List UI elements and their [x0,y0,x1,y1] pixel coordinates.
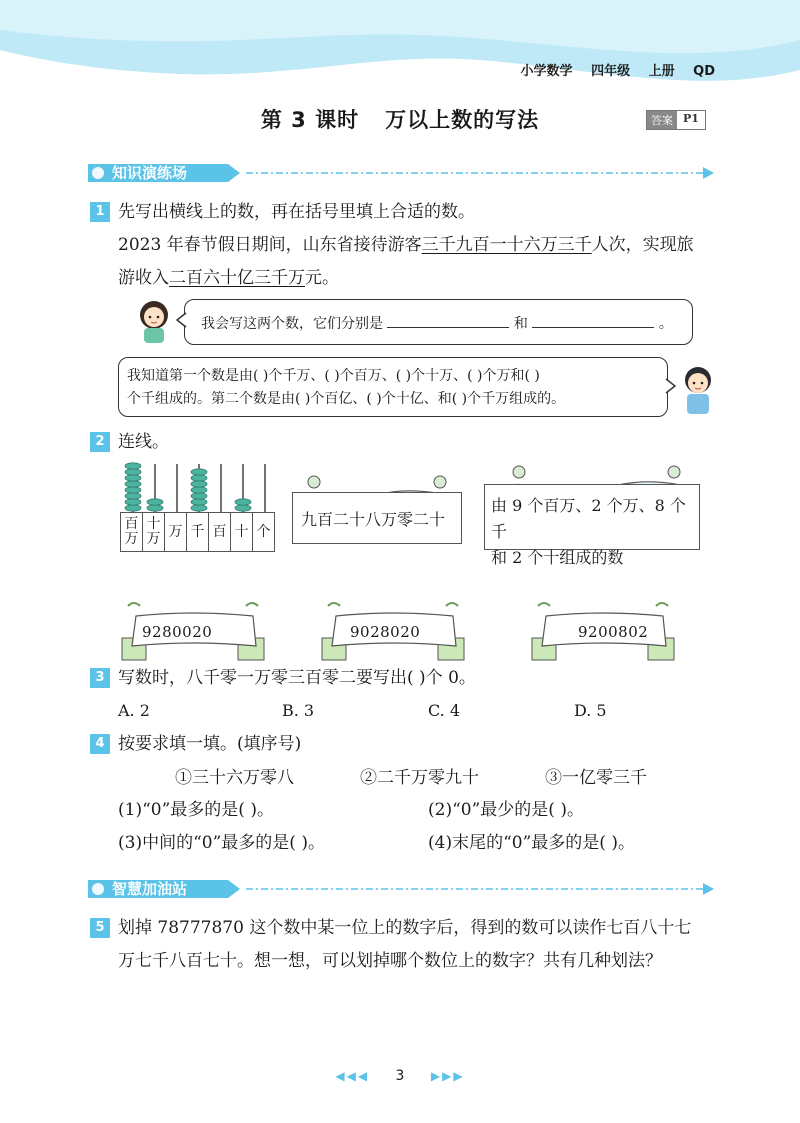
abacus-label: 十 [231,513,253,551]
flag1-text: 九百二十八万零二十 [301,510,446,529]
connect-card-words[interactable] [292,492,462,544]
abacus-label: 百万 [121,513,143,551]
header-subject: 小学数学 [520,64,573,79]
q3-option-c[interactable]: C. 4 [428,701,461,720]
sign-number-3: 9200802 [578,623,649,641]
prev-arrows-icon: ◀◀◀ [335,1069,370,1083]
q1-number-b: 二百六十亿三千万 [169,268,305,288]
answer-blank-2[interactable] [532,313,654,328]
q3-option-b[interactable]: B. 3 [282,701,315,720]
q1-line2-post: 元。 [305,268,339,288]
q1-line1-pre: 2023 年春节假日期间，山东省接待游客 [118,235,422,255]
lesson-number: 第 3 课时 [260,108,360,132]
page-number: 3 [395,1068,405,1084]
q4-sub-3: (3)中间的“0”最多的是( )。 [118,833,325,853]
girl-avatar [130,295,180,345]
boy-bubble-tail [664,378,676,394]
abacus-label: 千 [187,513,209,551]
section-title-advanced: 智慧加油站 [112,880,188,898]
abacus-label: 万 [165,513,187,551]
q3-prompt: 写数时，八千零一万零三百零二要写出( )个 0。 [118,668,476,688]
boy-avatar [676,362,720,418]
abacus-label: 百 [209,513,231,551]
q2-number: 2 [90,432,110,452]
header-grade: 四年级 [591,64,631,79]
sign-number-1: 9280020 [142,623,213,641]
abacus-label: 个 [256,523,271,540]
connect-card-description[interactable] [484,484,700,567]
q4-sub-4: (4)末尾的“0”最多的是( )。 [428,833,635,853]
q4-item-2: ②二千万零九十 [360,768,479,788]
header-wave [0,0,800,95]
q1-number: 1 [90,202,110,222]
q4-prompt: 按要求填一填。(填序号) [118,734,302,754]
q1-line1-post: 人次，实现旅 [591,235,694,255]
q1-line2 [118,266,339,290]
header-edition: QD [693,64,715,79]
lesson-topic: 万以上数的写法 [385,108,540,132]
q4-sub-1: (1)“0”最多的是( )。 [118,800,274,820]
abacus-label: 十万 [143,513,165,551]
boy-speech-line2: 个千组成的。第二个数是由( )个百亿、( )个十亿、和( )个千万组成的。 [127,391,566,407]
q1-number-a: 三千九百一十六万三千 [421,235,592,255]
q3-option-d[interactable]: D. 5 [574,701,607,720]
page-footer [0,1068,800,1084]
header-volume: 上册 [648,64,675,79]
q1-line2-pre: 游收入 [118,268,169,288]
answer-label: 答案 [647,111,677,129]
boy-speech-bubble [118,357,668,417]
girl-speech-pre: 我会写这两个数，它们分别是 [201,316,383,332]
header-info [507,60,715,79]
girl-speech-bubble [184,299,693,345]
q5-line2: 万七千八百七十。想一想，可以划掉哪个数位上的数字？共有几种划法？ [118,951,662,971]
q3-option-a[interactable]: A. 2 [118,701,150,720]
flag2-line1: 由 9 个百万、2 个万、8 个千 [491,496,686,541]
flag2-line2: 和 2 个十组成的数 [491,548,624,567]
answer-badge[interactable] [646,110,706,130]
q2-prompt: 连线。 [118,432,169,452]
abacus-place-labels [120,512,275,552]
section-title-practice: 知识演练场 [112,164,188,182]
answer-page: P1 [683,112,699,125]
next-arrows-icon: ▶▶▶ [430,1069,465,1083]
girl-speech-mid: 和 [513,316,528,332]
q1-line1 [118,233,694,257]
q4-sub-2: (2)“0”最少的是( )。 [428,800,584,820]
sign-number-2: 9028020 [350,623,421,641]
girl-speech-end: 。 [658,316,673,332]
abacus-rods [122,460,272,514]
boy-speech-line1: 我知道第一个数是由( )个千万、( )个百万、( )个十万、( )个万和( ) [127,368,540,384]
answer-blank-1[interactable] [387,313,509,328]
q4-item-1: ①三十六万零八 [175,768,294,788]
q3-number: 3 [90,668,110,688]
girl-bubble-tail [176,312,188,328]
q4-item-3: ③一亿零三千 [545,768,647,788]
q4-number: 4 [90,734,110,754]
q5-line1: 划掉 78777870 这个数中某一位上的数字后，得到的数可以读作七百八十七 [118,918,692,938]
q1-prompt: 先写出横线上的数，再在括号里填上合适的数。 [118,202,475,222]
q5-number: 5 [90,918,110,938]
